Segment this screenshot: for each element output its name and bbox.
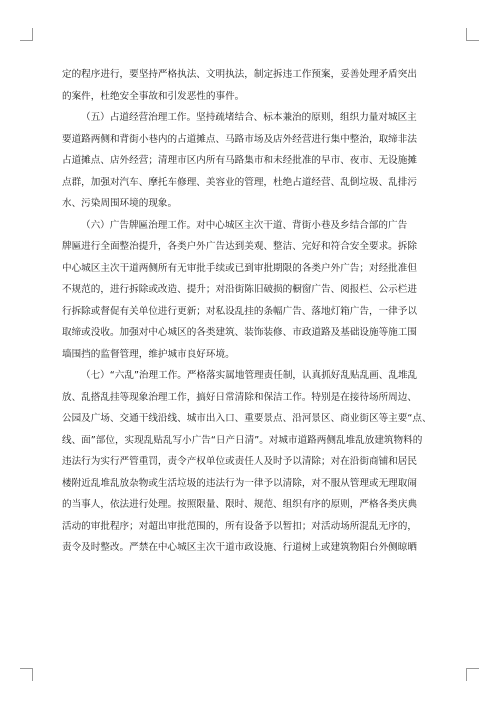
text-line: 不规范的，进行拆除或改造、提升；对沿街陈旧破损的橱窗广告、阅报栏、公示栏进 — [62, 284, 417, 295]
text-line: 的当事人，依法进行处理。按照限量、限时、规范、组织有序的原则，严格各类庆典 — [62, 499, 417, 510]
text-line: 要道路两侧和背街小巷内的占道摊点、马路市场及店外经营进行集中整治，取缔非法 — [62, 133, 417, 145]
paragraph-start-line: （六）广告牌匾治理工作。对中心城区主次干道、背街小巷及乡结合部的广告 — [81, 219, 408, 231]
text-line: 中心城区主次干道两侧所有无审批手续或已到审批期限的各类户外广告；对经批准但 — [62, 262, 417, 274]
text-line: 点群，加强对汽车、摩托车修理、美容业的管理，杜绝占道经营、乱倒垃圾、乱排污 — [62, 176, 417, 188]
text-line: 活动的审批程序；对超出审批范围的，所有设备予以暂扣；对活动场所混乱无序的， — [62, 520, 417, 532]
text-line: 线、面”部位，实现乱贴乱写小广告“日产日清”。对城市道路两侧乱堆乱放建筑物料的 — [62, 434, 423, 446]
paragraph-start-line: （七）“六乱”治理工作。严格落实属地管理责任制，认真抓好乱贴乱画、乱堆乱 — [81, 370, 418, 381]
text-line: 放、乱搭乱挂等现象治理工作，搞好日常清除和保洁工作。特别是在接待场所周边、 — [62, 391, 417, 403]
text-line: 楼附近乱堆乱放杂物或生活垃圾的违法行为一律予以清除，对不服从管理或无理取闹 — [62, 477, 417, 489]
text-line: 占道摊点、店外经营；清理市区内所有马路集市和未经批准的早市、夜市、无设施摊 — [62, 155, 417, 166]
text-line: 行拆除或督促有关单位进行更新；对私设乱挂的条幅广告、落地灯箱广告，一律予以 — [62, 305, 417, 317]
text-line: 违法行为实行严管重罚，责令产权单位或责任人及时予以清除；对在沿街商铺和居民 — [62, 456, 417, 467]
text-line: 公园及广场、交通干线沿线、城市出入口、重要景点、沿河景区、商业街区等主要“点、 — [62, 413, 432, 424]
crop-mark-bottom-left — [20, 668, 33, 681]
document-body — [62, 64, 442, 559]
text-line: 责令及时整改。严禁在中心城区主次干道市政设施、行道树上或建筑物阳台外侧晾晒 — [62, 542, 417, 553]
paragraph-start-line: （五）占道经营治理工作。坚持疏堵结合、标本兼治的原则，组织力量对城区主 — [81, 112, 417, 123]
text-line: 取缔或没收。加强对中心城区的各类建筑、装饰装修、市政道路及基础设施等施工围 — [62, 327, 417, 338]
text-line: 的案件，杜绝安全事故和引发恶性的事件。 — [62, 90, 245, 102]
text-line: 墙围挡的监督管理，维护城市良好环境。 — [62, 348, 235, 360]
crop-mark-top-left — [20, 28, 33, 41]
text-line: 定的程序进行，要坚持严格执法、文明执法，制定拆违工作预案，妥善处理矛盾突出 — [62, 69, 417, 80]
text-line: 水、污染周围环境的现象。 — [62, 198, 178, 209]
crop-mark-top-right — [466, 28, 479, 41]
text-line: 牌匾进行全面整治提升，各类户外广告达到美观、整洁、完好和符合安全要求。拆除 — [62, 241, 417, 252]
crop-mark-bottom-right — [466, 668, 479, 681]
